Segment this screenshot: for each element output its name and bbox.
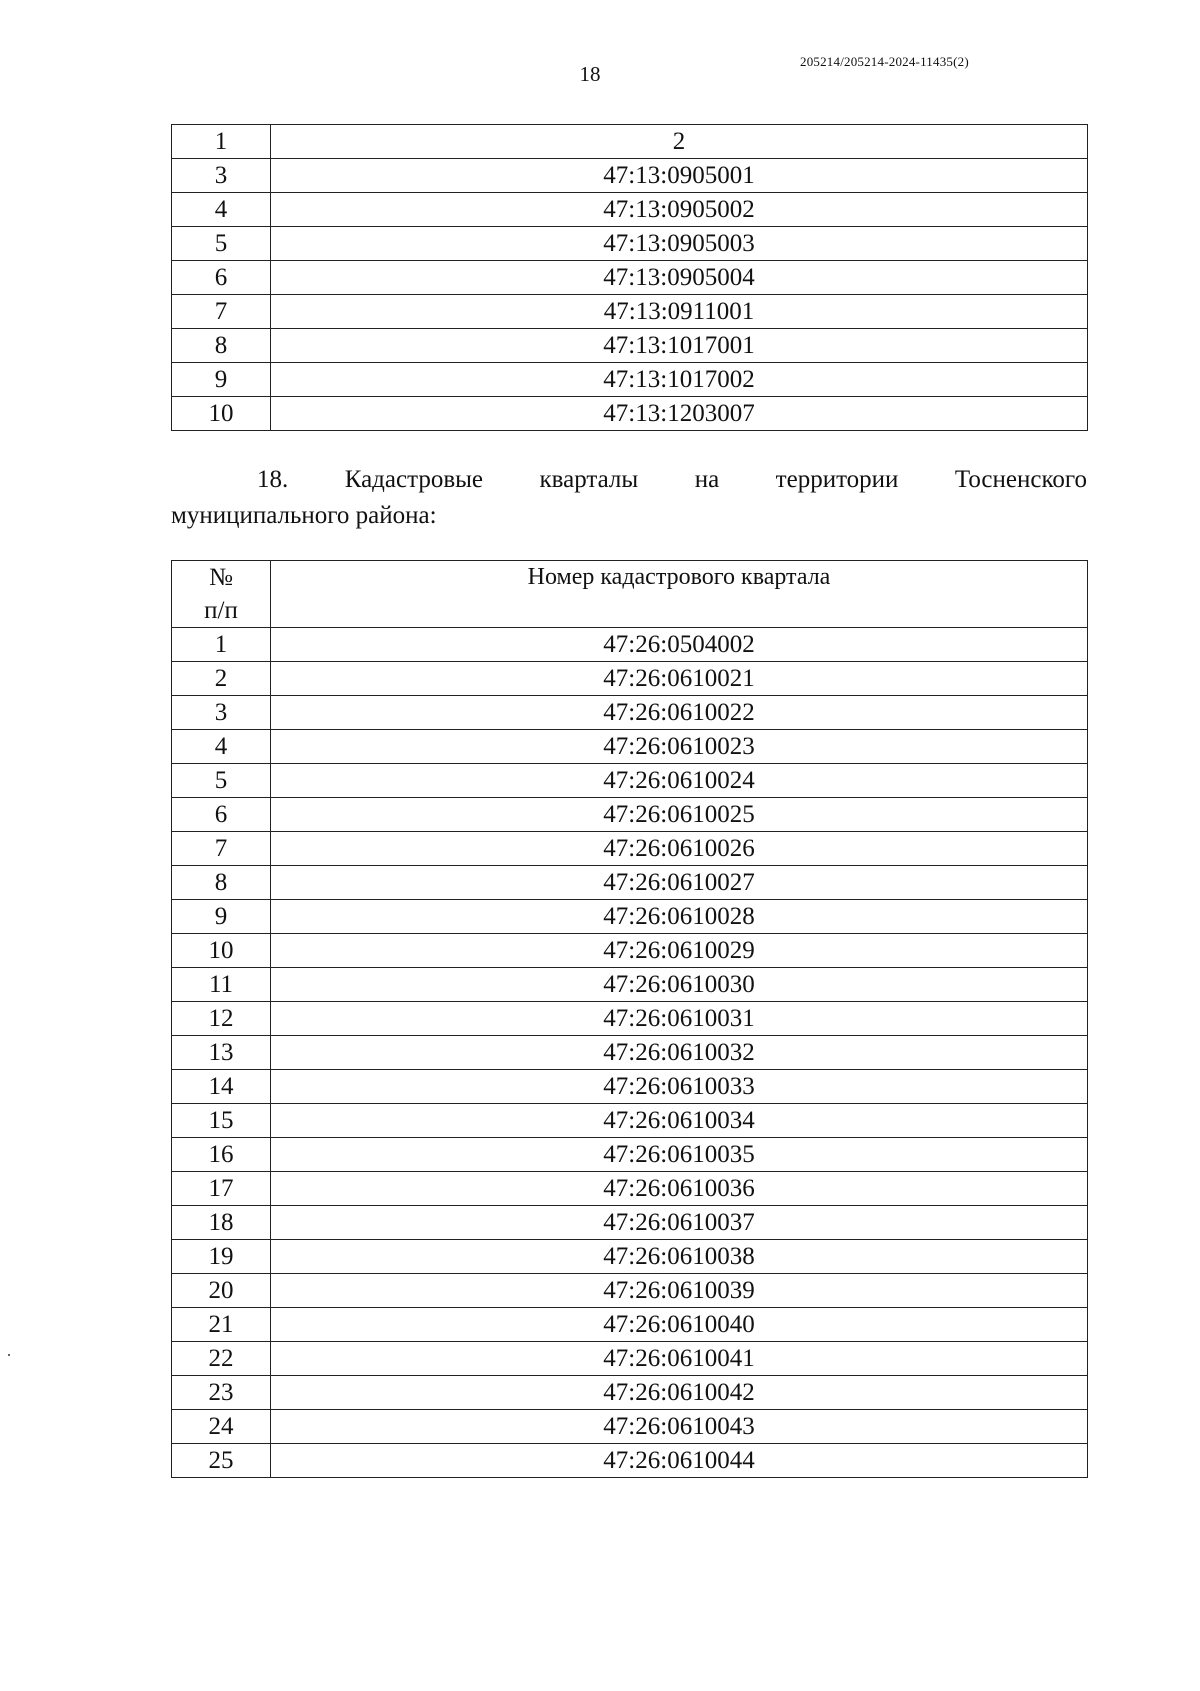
cadastral-code-cell: 47:26:0610022 [271,696,1088,730]
row-number-cell: 1 [172,628,271,662]
cadastral-code-cell: 47:26:0610030 [271,968,1088,1002]
table-row [172,934,1088,968]
row-number-cell: 20 [172,1274,271,1308]
cadastral-code-cell: 47:13:0905004 [271,261,1088,295]
row-number-cell: 21 [172,1308,271,1342]
row-number-cell: 18 [172,1206,271,1240]
cadastral-code-cell: 47:26:0610021 [271,662,1088,696]
row-number-cell: 11 [172,968,271,1002]
table-row [172,662,1088,696]
cadastral-code-cell: 47:26:0610034 [271,1104,1088,1138]
table-row [172,730,1088,764]
row-number-cell: 3 [172,159,271,193]
section-word: кварталы [539,466,639,493]
cadastral-code-cell: 47:26:0610029 [271,934,1088,968]
column-number-header: 1 [172,125,271,159]
cadastral-code-cell: 47:26:0610035 [271,1138,1088,1172]
document-id: 205214/205214-2024-11435(2) [800,54,969,69]
table-row [172,764,1088,798]
scan-speck [8,1354,10,1356]
row-number-cell: 15 [172,1104,271,1138]
row-number-cell: 4 [172,193,271,227]
cadastral-code-cell: 47:13:1017001 [271,329,1088,363]
table-row [172,397,1088,431]
table-row [172,798,1088,832]
cadastral-code-cell: 47:26:0610024 [271,764,1088,798]
cadastral-code-cell: 47:26:0610026 [271,832,1088,866]
header-num-abbrev: п/п [204,597,238,624]
cadastral-quarters-table [171,560,1088,1478]
cadastral-code-cell: 47:26:0610037 [271,1206,1088,1240]
top-table [171,124,1088,431]
table-row [172,1138,1088,1172]
table-header-row [172,561,1088,628]
table-row [172,1308,1088,1342]
cadastral-code-cell: 47:26:0610023 [271,730,1088,764]
row-number-cell: 2 [172,662,271,696]
cadastral-code-cell: 47:26:0610043 [271,1410,1088,1444]
cadastral-code-cell: 47:26:0610038 [271,1240,1088,1274]
cadastral-code-cell: 47:26:0610028 [271,900,1088,934]
header-num-symbol: № [209,564,233,591]
table-row [172,1172,1088,1206]
table-row [172,900,1088,934]
cadastral-code-cell: 47:13:0905001 [271,159,1088,193]
table-row [172,866,1088,900]
table-row [172,329,1088,363]
cadastral-code-cell: 47:26:0610036 [271,1172,1088,1206]
table-row [172,1070,1088,1104]
row-number-cell: 9 [172,363,271,397]
cadastral-code-cell: 47:26:0610044 [271,1444,1088,1478]
row-number-cell: 12 [172,1002,271,1036]
row-number-cell: 19 [172,1240,271,1274]
row-number-cell: 17 [172,1172,271,1206]
table-row [172,227,1088,261]
table-row [172,261,1088,295]
row-number-cell: 5 [172,227,271,261]
cadastral-code-cell: 47:26:0610040 [271,1308,1088,1342]
cadastral-code-cell: 47:26:0610031 [271,1002,1088,1036]
row-number-cell: 6 [172,261,271,295]
table-row [172,1410,1088,1444]
cadastral-code-cell: 47:26:0610033 [271,1070,1088,1104]
row-number-cell: 7 [172,832,271,866]
row-number-cell: 4 [172,730,271,764]
row-number-cell: 7 [172,295,271,329]
cadastral-code-cell: 47:26:0610039 [271,1274,1088,1308]
table-header-row [172,125,1088,159]
cadastral-code-cell: 47:13:1017002 [271,363,1088,397]
table-row [172,159,1088,193]
table-row [172,1206,1088,1240]
section-word: территории [775,466,899,493]
section-number: 18. [257,466,289,493]
row-number-cell: 6 [172,798,271,832]
page-number: 18 [579,62,601,86]
row-number-cell: 8 [172,329,271,363]
section-word: Кадастровые [344,466,484,493]
section-paragraph [171,462,1087,534]
row-number-cell: 10 [172,397,271,431]
row-number-cell: 3 [172,696,271,730]
cadastral-code-cell: 47:26:0610042 [271,1376,1088,1410]
table-row [172,1240,1088,1274]
table-row [172,1376,1088,1410]
table-row [172,1444,1088,1478]
row-number-cell: 13 [172,1036,271,1070]
section-line-2: муниципального района: [171,502,437,529]
row-number-cell: 22 [172,1342,271,1376]
column-code-header: Номер кадастрового квартала [271,561,1088,628]
table-row [172,295,1088,329]
row-number-cell: 23 [172,1376,271,1410]
cadastral-code-cell: 47:13:0911001 [271,295,1088,329]
row-number-cell: 25 [172,1444,271,1478]
column-code-header: 2 [271,125,1088,159]
table-row [172,968,1088,1002]
row-number-cell: 8 [172,866,271,900]
row-number-cell: 5 [172,764,271,798]
table-row [172,696,1088,730]
table-row [172,832,1088,866]
table-row [172,363,1088,397]
cadastral-code-cell: 47:13:0905002 [271,193,1088,227]
cadastral-code-cell: 47:26:0504002 [271,628,1088,662]
table-row [172,1002,1088,1036]
table-row [172,1342,1088,1376]
column-number-header [172,561,271,628]
table-row [172,1036,1088,1070]
row-number-cell: 9 [172,900,271,934]
table-row [172,628,1088,662]
cadastral-code-cell: 47:13:0905003 [271,227,1088,261]
row-number-cell: 10 [172,934,271,968]
cadastral-code-cell: 47:26:0610041 [271,1342,1088,1376]
row-number-cell: 14 [172,1070,271,1104]
table-row [172,193,1088,227]
section-word: Тосненского [954,466,1087,493]
cadastral-code-cell: 47:26:0610032 [271,1036,1088,1070]
section-line-1 [171,462,1087,498]
table-row [172,1104,1088,1138]
cadastral-code-cell: 47:26:0610025 [271,798,1088,832]
cadastral-code-cell: 47:26:0610027 [271,866,1088,900]
cadastral-code-cell: 47:13:1203007 [271,397,1088,431]
row-number-cell: 16 [172,1138,271,1172]
section-word: на [694,466,720,493]
table-row [172,1274,1088,1308]
row-number-cell: 24 [172,1410,271,1444]
